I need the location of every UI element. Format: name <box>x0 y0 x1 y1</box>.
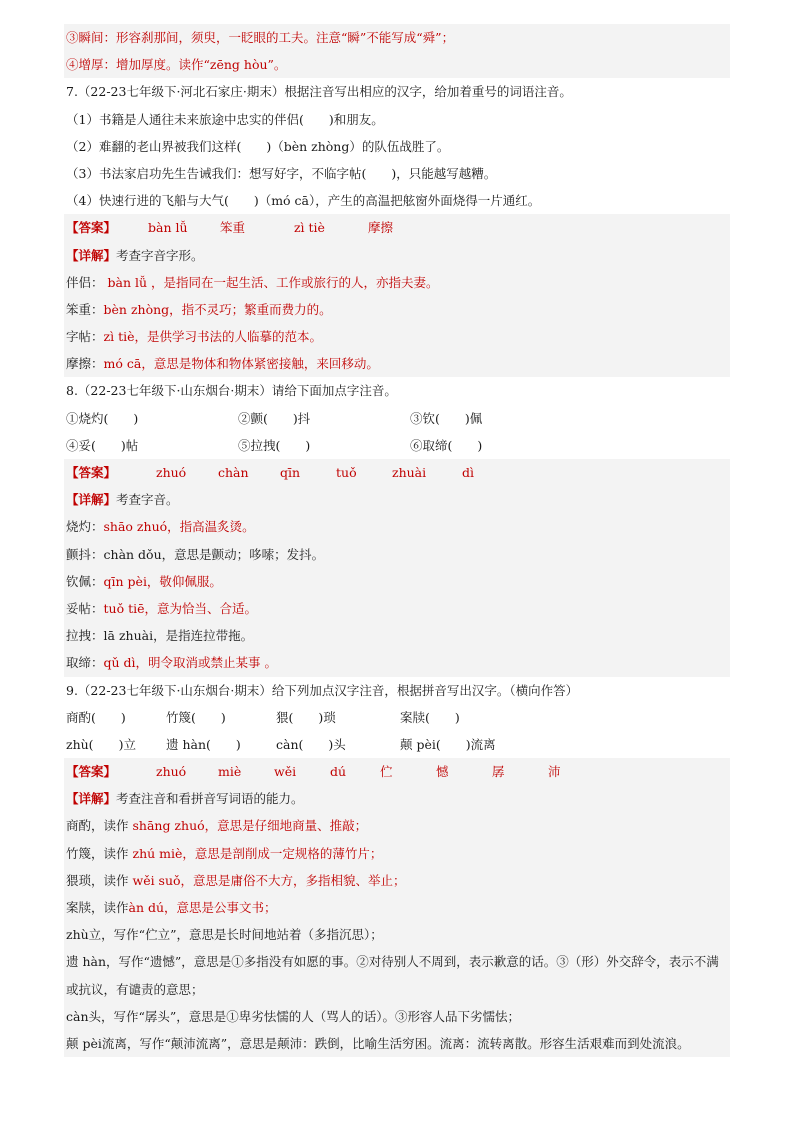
q7-item-4: （4）快速行进的飞船与大气( )（mó cā），产生的高温把舷窗外面烧得一片通红。 <box>66 193 541 209</box>
q7-answer-tag: 【答案】 <box>66 220 117 236</box>
q8-item-5: ⑤拉拽( ) <box>238 437 311 453</box>
q9-row-2: zhù( )立 遗 hàn( ) càn( )头 颠 pèi( )流离 <box>66 736 496 752</box>
q8-item-3: ③钦( )佩 <box>410 410 483 426</box>
q8-detail-6: 取缔：qǔ dì，明令取消或禁止某事 。 <box>64 649 730 676</box>
q8-detail-head: 考查字音。 <box>116 492 179 508</box>
q8-item-1: ①烧灼( ) <box>66 410 139 426</box>
q7-detail-1: 伴侣： bàn lǚ ，是指同在一起生活、工作或旅行的人，亦指夫妻。 <box>64 269 730 296</box>
q8-answer-tag: 【答案】 <box>66 465 117 480</box>
q9-row-1: 商酌( ) 竹篾( ) 猥( )琐 案牍( ) <box>66 709 460 725</box>
q7-item-3: （3）书法家启功先生告诫我们：想写好字，不临字帖( )，只能越写越糟。 <box>66 165 497 181</box>
q7-detail-line <box>64 242 730 269</box>
q7-item-1: （1）书籍是人通往未来旅途中忠实的伴侣( )和朋友。 <box>66 111 384 127</box>
q8-answer-line: 【答案】 zhuó chàn qīn tuǒ zhuài dì <box>64 459 730 486</box>
q9-detail-3: 猥琐，读作 wěi suǒ，意思是庸俗不大方，多指相貌、举止； <box>64 867 730 894</box>
q9-detail-8: 颠 pèi流离，写作“颠沛流离”，意思是颠沛：跌倒，比喻生活穷困。流离：流转离散。形容生活艰难而到处流浪。 <box>64 1030 730 1057</box>
q8-row-2 <box>64 432 730 459</box>
q9-detail-tag: 【详解】 <box>66 791 117 807</box>
q8-row-1 <box>64 405 730 432</box>
q7-detail-head: 考查字音字形。 <box>116 247 204 263</box>
q9-detail-5: zhù立，写作“伫立”，意思是长时间地站着（多指沉思）； <box>64 921 730 948</box>
q7-answer-2: 笨重 <box>219 220 245 236</box>
q9-answer-line: 【答案】 zhuó miè wěi dú 伫 憾 孱 沛 <box>64 758 730 785</box>
q9-detail-7: càn头，写作“孱头”，意思是①卑劣怯懦的人（骂人的话）。③形容人品下劣懦怯； <box>64 1003 730 1030</box>
q8-item-4: ④妥( )帖 <box>66 437 139 453</box>
q7-detail-4: 摩擦：mó cā，意思是物体和物体紧密接触，来回移动。 <box>64 350 730 377</box>
q8-item-2: ②颤( )抖 <box>238 410 311 426</box>
q9-detail-2: 竹篾，读作 zhú miè，意思是剖削成一定规格的薄竹片； <box>64 840 730 867</box>
q7-item-2: （2）难翻的老山界被我们这样( )（bèn zhòng）的队伍战胜了。 <box>66 138 450 154</box>
q8-detail-3: 钦佩：qīn pèi，敬仰佩服。 <box>64 568 730 595</box>
q7-answer-1: bàn lǚ <box>148 220 188 236</box>
q7-answer-3: zì tiè <box>293 220 325 236</box>
q8-detail-tag: 【详解】 <box>66 492 117 508</box>
q8-item-6: ⑥取缔( ) <box>410 437 483 453</box>
q8-detail-4: 妥帖：tuǒ tiē，意为恰当、合适。 <box>64 595 730 622</box>
q8-detail-line <box>64 486 730 513</box>
q9-stem: 9.（22-23七年级下·山东烟台·期末）给下列加点汉字注音，根据拼音写出汉字。（横向作答） <box>66 682 579 698</box>
q7-detail-2: 笨重：bèn zhòng，指不灵巧；繁重而费力的。 <box>64 296 730 323</box>
q9-answer-tag: 【答案】 <box>66 764 117 780</box>
q9-detail-4: 案牍，读作àn dú，意思是公事文书； <box>64 894 730 921</box>
q7-stem: 7.（22-23七年级下·河北石家庄·期末）根据注音写出相应的汉字，给加着重号的词语注音。 <box>66 84 572 100</box>
q9-detail-line <box>64 785 730 812</box>
q8-detail-5: 拉拽：lā zhuài，是指连拉带拖。 <box>64 622 730 649</box>
q7-answer-line <box>64 214 730 241</box>
q8-detail-2: 颤抖：chàn dǒu，意思是颤动；哆嗦；发抖。 <box>64 541 730 568</box>
q9-detail-head: 考查注音和看拼音写词语的能力。 <box>116 791 304 807</box>
q8-stem: 8.（22-23七年级下·山东烟台·期末）请给下面加点字注音。 <box>66 383 397 399</box>
q9-detail-1: 商酌，读作 shāng zhuó，意思是仔细地商量、推敲； <box>64 812 730 839</box>
q7-detail-3: 字帖：zì tiè，是供学习书法的人临摹的范本。 <box>64 323 730 350</box>
intro-line-2: ④增厚：增加厚度。读作“zēng hòu”。 <box>64 51 730 78</box>
q7-detail-tag: 【详解】 <box>66 247 117 263</box>
q9-detail-6: 遗 hàn，写作“遗憾”，意思是①多指没有如愿的事。②对待别人不周到，表示歉意的话。③（形）外交辞令，表示不满或抗议，有谴责的意思； <box>64 948 730 1002</box>
q7-answer-4: 摩擦 <box>367 220 393 236</box>
intro-line-1: ③瞬间：形容刹那间，须臾，一眨眼的工夫。注意“瞬”不能写成“舜”； <box>64 24 730 51</box>
q8-detail-1: 烧灼：shāo zhuó，指高温炙烫。 <box>64 513 730 540</box>
document-content <box>64 24 730 1057</box>
